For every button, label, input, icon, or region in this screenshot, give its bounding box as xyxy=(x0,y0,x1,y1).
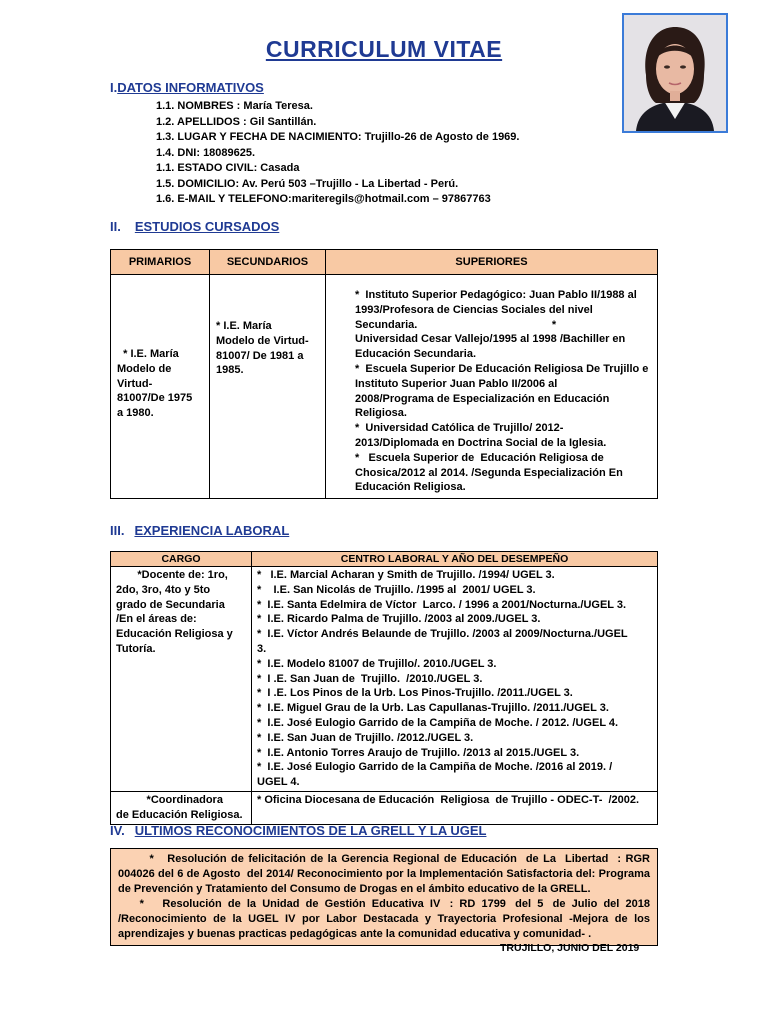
table-header-row xyxy=(111,250,658,275)
portrait-image xyxy=(624,15,726,131)
cell-line: de Educación Religiosa. xyxy=(116,808,243,821)
cell-line: *Docente de: 1ro, xyxy=(116,569,228,581)
personal-name: 1.1. NOMBRES : María Teresa. xyxy=(156,100,313,112)
document-title: CURRICULUM VITAE xyxy=(265,36,503,62)
experience-table xyxy=(110,551,658,825)
header-superiores: SUPERIORES xyxy=(326,250,658,275)
cell-line: * I.E. Víctor Andrés Belaunde de Trujillo. /2003 al 2009/Nocturna./UGEL xyxy=(257,628,628,641)
cell-line: Educación Religiosa. xyxy=(355,481,466,494)
cell-line: Universidad Cesar Vallejo/1995 al 1998 /Bachiller en xyxy=(355,333,626,346)
cell-line: 1993/Profesora de Ciencias Sociales del nivel xyxy=(355,303,593,316)
personal-address: 1.5. DOMICILIO: Av. Perú 503 –Trujillo - La Libertad - Perú. xyxy=(156,177,459,190)
cell-line: * I.E. José Eulogio Garrido de la Campiña de Moche. /2016 al 2019. / xyxy=(257,761,613,774)
section-number: IV. xyxy=(110,823,125,838)
section-reconocimientos-heading xyxy=(110,823,486,838)
cell-line: 81007/ De 1981 a xyxy=(216,349,304,362)
cell-line: * I.E. Santa Edelmira de Víctor Larco. / 1996 a 2001/Nocturna./UGEL 3. xyxy=(257,598,627,611)
cell-line: * I.E. María xyxy=(216,320,272,332)
place-date: TRUJILLO, JUNIO DEL 2019 xyxy=(500,942,640,954)
cell-line: * I.E. Antonio Torres Araujo de Trujillo. /2013 al 2015./UGEL 3. xyxy=(257,746,580,759)
cell-line: 3. xyxy=(257,642,267,655)
cell-line: Educación Secundaria. xyxy=(355,348,477,361)
section-estudios-heading xyxy=(110,219,279,234)
cell-line: * I.E. José Eulogio Garrido de la Campiña de Moche. / 2012. /UGEL 4. xyxy=(257,716,619,729)
section-number: I. xyxy=(110,80,118,95)
personal-dni: 1.4. DNI: 18089625. xyxy=(156,146,256,159)
cell-line: a 1980. xyxy=(117,407,154,420)
recognitions-box xyxy=(110,848,658,946)
section-title: ULTIMOS RECONOCIMIENTOS DE LA GRELL Y LA UGEL xyxy=(134,823,487,838)
cell-line: * I.E. San Nicolás de Trujillo. /1995 al 2001/ UGEL 3. xyxy=(257,583,536,596)
personal-civil-status: 1.1. ESTADO CIVIL: Casada xyxy=(156,162,300,174)
header-centro-laboral: CENTRO LABORAL Y AÑO DEL DESEMPEÑO xyxy=(252,552,658,567)
personal-contact: 1.6. E-MAIL Y TELEFONO:mariteregils@hotmail.com – 97867763 xyxy=(156,193,491,205)
cell-line: Secundaria. * xyxy=(355,318,557,331)
personal-data-list xyxy=(156,99,519,208)
superiores-cell xyxy=(326,275,658,499)
cell-line: Virtud- xyxy=(117,377,153,390)
header-cargo: CARGO xyxy=(111,552,252,567)
cell-line: * Escuela Superior de Educación Religiosa de xyxy=(355,451,604,464)
cell-line: grado de Secundaria xyxy=(116,598,225,611)
section-datos-heading xyxy=(110,80,264,95)
cell-line: 81007/De 1975 xyxy=(117,392,193,405)
recognition-item: * Resolución de la Unidad de Gestión Educativa IV : RD 1799 del 5 de Julio del 2018 /Reconocimiento de la UGEL IV por Labor Destacada y Trayectoria Profesional -Mejora de los aprendizajes y buenas practicas pedagógicas ante la comunidad educativa y comunidad- . xyxy=(118,898,654,940)
cell-line: /En el áreas de: xyxy=(116,613,197,626)
cell-line: * I.E. Modelo 81007 de Trujillo/. 2010./UGEL 3. xyxy=(257,657,497,670)
cell-line: 2013/Diplomada en Doctrina Social de la Iglesia. xyxy=(355,436,607,449)
cell-line: * I.E. Ricardo Palma de Trujillo. /2003 al 2009./UGEL 3. xyxy=(257,613,541,626)
section-title: DATOS INFORMATIVOS xyxy=(117,80,264,95)
section-experiencia-heading xyxy=(110,523,289,538)
cell-line: Chosica/2012 al 2014. /Segunda Especialización En xyxy=(355,466,623,479)
table-header-row xyxy=(111,552,658,567)
personal-surname: 1.2. APELLIDOS : Gil Santillán. xyxy=(156,115,317,128)
centros-cell xyxy=(252,791,658,824)
section-title: ESTUDIOS CURSADOS xyxy=(134,219,280,234)
primarios-cell xyxy=(111,275,210,499)
cell-line: Modelo de xyxy=(117,362,172,375)
cell-line: * I.E. San Juan de Trujillo. /2012./UGEL 3. xyxy=(257,731,474,744)
cell-line: Religiosa. xyxy=(355,407,407,420)
cell-line: * Escuela Superior De Educación Religiosa De Trujillo e xyxy=(355,362,649,375)
cell-line: UGEL 4. xyxy=(257,776,300,789)
table-row xyxy=(111,567,658,792)
cell-line: Tutoría. xyxy=(116,642,156,655)
cell-line: * Instituto Superior Pedagógico: Juan Pablo II/1988 al xyxy=(355,289,637,301)
cell-line: Educación Religiosa y xyxy=(116,628,233,641)
cell-line: 2008/Programa de Especialización en Educación xyxy=(355,392,610,405)
cell-line: * I .E. San Juan de Trujillo. /2010./UGEL 3. xyxy=(257,672,483,685)
profile-photo xyxy=(622,13,728,133)
section-number: II. xyxy=(110,219,121,234)
cell-line: Instituto Superior Juan Pablo II/2006 al xyxy=(355,377,558,390)
table-row xyxy=(111,791,658,824)
header-secundarios: SECUNDARIOS xyxy=(210,250,326,275)
secundarios-cell xyxy=(210,275,326,499)
recognition-item: * Resolución de felicitación de la Gerencia Regional de Educación de La Libertad : RGR 004026 del 6 de Agosto del 2014/ Reconocimiento por la Implementación Satisfactoria del: Programa de Prevención y Tratamiento del Consumo de Drogas en el ámbito educativo de la GRELL. xyxy=(118,853,654,895)
cell-line: Modelo de Virtud- xyxy=(216,334,309,347)
centros-cell xyxy=(252,567,658,792)
cell-line: 2do, 3ro, 4to y 5to xyxy=(116,583,211,596)
cell-line: * I.E. Miguel Grau de la Urb. Las Capullanas-Trujillo. /2011./UGEL 3. xyxy=(257,702,609,715)
section-number: III. xyxy=(110,523,125,538)
section-title: EXPERIENCIA LABORAL xyxy=(134,523,290,538)
table-row xyxy=(111,275,658,499)
cell-line: * I.E. Marcial Acharan y Smith de Trujillo. /1994/ UGEL 3. xyxy=(257,569,555,581)
cargo-cell xyxy=(111,567,252,792)
cargo-cell xyxy=(111,791,252,824)
cell-line: * I .E. Los Pinos de la Urb. Los Pinos-Trujillo. /2011./UGEL 3. xyxy=(257,687,573,700)
header-primarios: PRIMARIOS xyxy=(111,250,210,275)
cell-line: * Universidad Católica de Trujillo/ 2012- xyxy=(355,422,564,435)
studies-table xyxy=(110,249,658,499)
cell-line: 1985. xyxy=(216,364,244,377)
cell-line: * I.E. María xyxy=(117,348,179,360)
personal-birth: 1.3. LUGAR Y FECHA DE NACIMIENTO: Trujillo-26 de Agosto de 1969. xyxy=(156,131,520,143)
cell-line: *Coordinadora xyxy=(116,793,223,806)
cell-line: * Oficina Diocesana de Educación Religiosa de Trujillo - ODEC-T- /2002. xyxy=(257,793,640,806)
